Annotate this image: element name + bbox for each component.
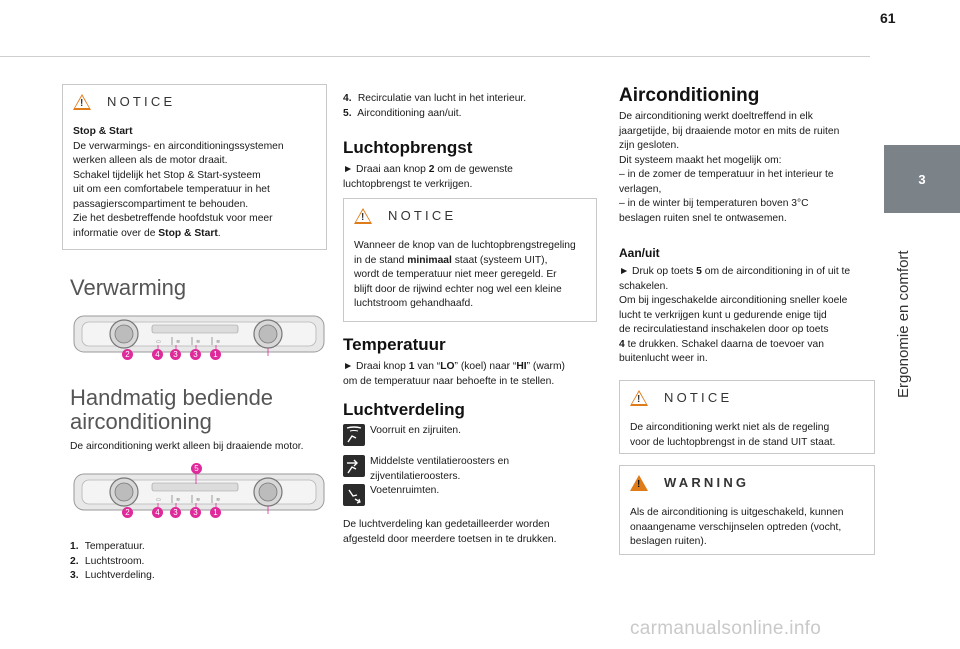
temperature-text: ► Draai knop 1 van “LO” (koel) naar “HI” (warm) om de temperatuur naar behoefte in te stellen. xyxy=(343,361,565,387)
notice-label: NOTICE xyxy=(664,389,733,405)
callout-badge: 4 xyxy=(152,349,163,360)
distribution-note: De luchtverdeling kan gedetailleerder worden afgesteld door meerdere toetsen in te drukken. xyxy=(343,519,557,545)
notice-line: passagierscompartiment te behouden. xyxy=(73,198,249,210)
notice-box-airflow xyxy=(343,198,597,322)
callout-badge: 5 xyxy=(191,463,202,474)
heading-temperatuur: Temperatuur xyxy=(343,335,446,354)
svg-text:≋: ≋ xyxy=(196,497,201,503)
callout-badge: 3 xyxy=(170,349,181,360)
heading-handmatig: Handmatig bediende airconditioning xyxy=(70,385,274,434)
callout-badge: 1 xyxy=(210,507,221,518)
svg-text:≋: ≋ xyxy=(176,339,181,345)
notice-line: uit om een comfortabele temperatuur in het xyxy=(73,184,270,195)
manual-intro: De airconditioning werkt alleen bij draaiende motor. xyxy=(70,441,304,452)
notice-line: voor de luchtopbrengst in de stand UIT staat. xyxy=(630,436,836,448)
airflow-text: ► Draai aan knop 2 om de gewenste luchtopbrengst te verkrijgen. xyxy=(343,164,513,190)
control-panel-image-1 xyxy=(72,310,326,370)
notice-box-ac xyxy=(619,380,875,454)
callout-badge: 2 xyxy=(122,349,133,360)
dist-item-windscreen xyxy=(343,424,461,446)
warning-icon: ! xyxy=(354,208,372,224)
svg-text:≋: ≋ xyxy=(216,339,221,345)
numbered-list-2 xyxy=(343,92,526,121)
chapter-tab[interactable]: 3 xyxy=(884,145,960,213)
warning-icon: ! xyxy=(630,475,648,491)
windscreen-icon xyxy=(343,424,365,446)
notice-line: Schakel tijdelijk het Stop & Start-systeem xyxy=(73,169,261,181)
list-item: 5. Airconditioning aan/uit. xyxy=(343,107,462,119)
heading-aan-uit: Aan/uit xyxy=(619,246,660,260)
notice-title: Stop & Start xyxy=(73,126,133,137)
svg-text:▭: ▭ xyxy=(156,339,161,345)
dist-item-vents xyxy=(343,455,509,484)
warning-label: WARNING xyxy=(664,474,750,490)
page-number: 61 xyxy=(880,10,896,26)
chapter-title: Ergonomie en comfort xyxy=(895,250,912,398)
warning-line: Als de airconditioning is uitgeschakeld, kunnen xyxy=(630,507,844,518)
warning-icon: ! xyxy=(630,390,648,406)
dist-item-footwell xyxy=(343,484,439,506)
callout-badge: 4 xyxy=(152,507,163,518)
top-rule xyxy=(0,56,870,57)
notice-line: werken alleen als de motor draait. xyxy=(73,155,228,166)
dist-item-label: Middelste ventilatieroosters en zijventilatieroosters. xyxy=(370,456,510,482)
heading-airconditioning: Airconditioning xyxy=(619,85,760,106)
footwell-icon xyxy=(343,484,365,506)
svg-text:≋: ≋ xyxy=(216,497,221,503)
svg-text:≋: ≋ xyxy=(176,497,181,503)
svg-text:▭: ▭ xyxy=(156,497,161,503)
heading-verwarming: Verwarming xyxy=(70,275,187,300)
list-item: 3. Luchtverdeling. xyxy=(70,570,155,581)
notice-line: De airconditioning werkt niet als de regeling xyxy=(630,422,830,433)
ac-intro: De airconditioning werkt doeltreffend in elk jaargetijde, bij draaiende motor en mits de ruiten zijn gesloten. Dit systeem maakt het mogelijk om: – in de zomer de temperatuur in het interieur te verlagen, – in de winter bij temperaturen boven 3°C beslagen ruiten snel te ontwasemen. xyxy=(619,111,840,224)
control-panel-image-2 xyxy=(72,460,326,520)
notice-box-stop-start xyxy=(62,84,327,250)
notice-line: De verwarmings- en airconditioningssystemen xyxy=(73,140,284,152)
notice-line: informatie over de Stop & Start. xyxy=(73,227,221,239)
onoff-text: ► Druk op toets 5 om de airconditioning in of uit te schakelen. Om bij ingeschakelde airconditioning sneller koele lucht te verkrijgen kunt u gedurende enige tijd de recirculatiestand inschakelen door op toets 4 te drukken. Schakel daarna de toevoer van buitenlucht weer in. xyxy=(619,266,851,364)
notice-line: wordt de temperatuur niet meer geregeld. Er xyxy=(354,269,557,280)
heading-luchtopbrengst: Luchtopbrengst xyxy=(343,138,473,157)
warning-box-ac xyxy=(619,465,875,555)
notice-line: Zie het desbetreffende hoofdstuk voor meer xyxy=(73,213,273,224)
notice-label: NOTICE xyxy=(388,207,457,223)
svg-text:≋: ≋ xyxy=(196,339,201,345)
vent-icon xyxy=(343,455,365,477)
notice-line: luchtstroom gehandhaafd. xyxy=(354,298,474,309)
callout-badge: 3 xyxy=(170,507,181,518)
dist-item-label: Voorruit en zijruiten. xyxy=(370,425,462,436)
list-item: 1. Temperatuur. xyxy=(70,541,145,552)
watermark: carmanualsonline.info xyxy=(630,618,822,639)
dist-item-label: Voetenruimten. xyxy=(370,485,440,496)
numbered-list-1 xyxy=(70,540,155,584)
heading-luchtverdeling: Luchtverdeling xyxy=(343,400,465,419)
notice-line: Wanneer de knop van de luchtopbrengstregeling xyxy=(354,240,576,251)
warning-line: beslagen ruiten). xyxy=(630,536,707,547)
list-item: 2. Luchtstroom. xyxy=(70,555,145,567)
callout-badge: 3 xyxy=(190,507,201,518)
callout-badge: 3 xyxy=(190,349,201,360)
callout-badge: 2 xyxy=(122,507,133,518)
warning-line: onaangename verschijnselen optreden (vocht, xyxy=(630,521,842,533)
list-item: 4. Recirculatie van lucht in het interieur. xyxy=(343,93,527,104)
callout-badge: 1 xyxy=(210,349,221,360)
notice-label: NOTICE xyxy=(107,93,176,109)
notice-line: in de stand minimaal staat (systeem UIT), xyxy=(354,254,548,266)
warning-icon: ! xyxy=(73,94,91,110)
notice-line: blijft door de rijwind echter nog wel een kleine xyxy=(354,283,562,295)
